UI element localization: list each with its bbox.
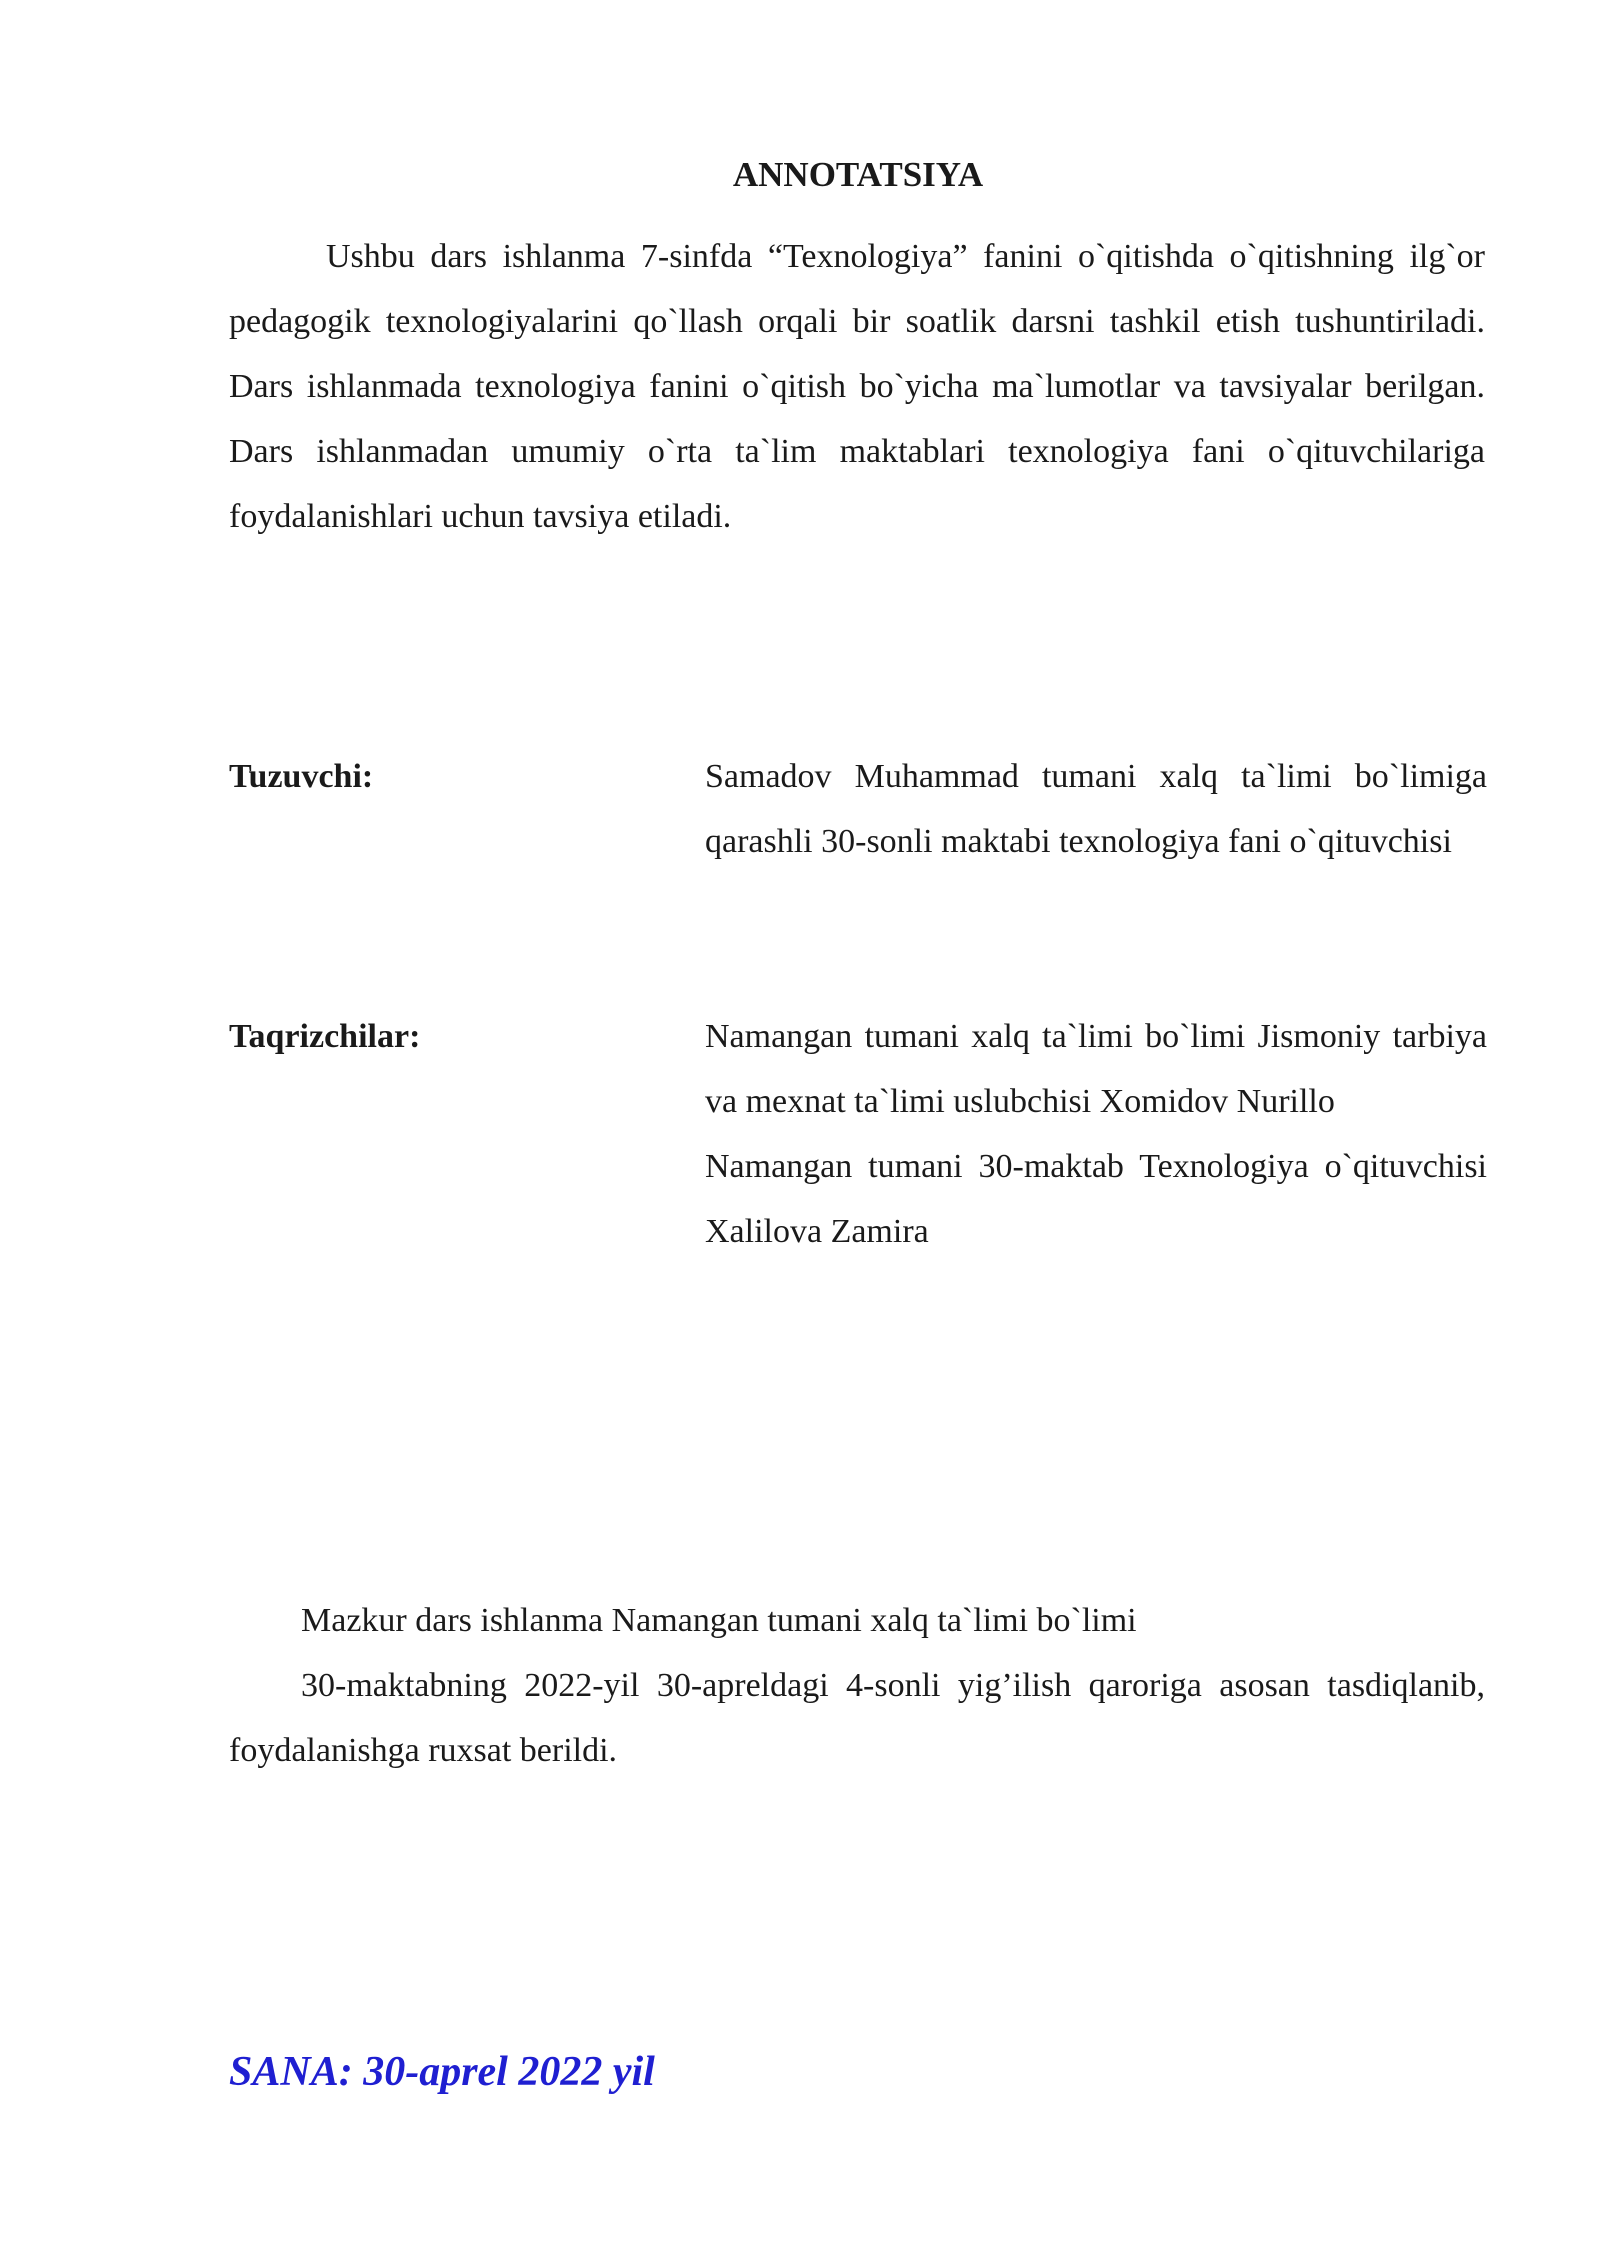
author-entry: Samadov Muhammad tumani xalq ta`limi bo`limiga qarashli 30-sonli maktabi texnologiya fani o`qituvchisi [705, 758, 1487, 860]
reviewers-list [705, 1004, 1487, 1264]
date-line: SANA: 30-aprel 2022 yil [229, 2049, 655, 2095]
reviewers-label: Taqrizchilar: [229, 1018, 421, 1055]
page-title: ANNOTATSIYA [732, 155, 984, 194]
approval-line-2: 30-maktabning 2022-yil 30-apreldagi 4-sonli yig’ilish qaroriga asosan tasdiqlanib, foydalanishga ruxsat berildi. [229, 1667, 1485, 1769]
author-text [705, 744, 1487, 874]
author-label: Tuzuvchi: [229, 758, 374, 795]
annotation-paragraph: Ushbu dars ishlanma 7-sinfda “Texnologiya” fanini o`qitishda o`qitishning ilg`or pedagogik texnologiyalarini qo`llash orqali bir soatlik darsni tashkil etish tushuntiriladi. Dars ishlanmada texnologiya fanini o`qitish bo`yicha ma`lumotlar va tavsiyalar berilgan. Dars ishlanmadan umumiy o`rta ta`lim maktablari texnologiya fani o`qituvchilariga foydalanishlari uchun tavsiya etiladi. [229, 238, 1485, 535]
approval-line-1: Mazkur dars ishlanma Namangan tumani xalq ta`limi bo`limi [301, 1602, 1137, 1639]
approval-paragraph [229, 1588, 1485, 1783]
reviewer-entry-1: Namangan tumani xalq ta`limi bo`limi Jismoniy tarbiya va mexnat ta`limi uslubchisi Xomidov Nurillo [705, 1018, 1487, 1120]
reviewer-entry-2: Namangan tumani 30-maktab Texnologiya o`qituvchisi Xalilova Zamira [705, 1148, 1487, 1250]
